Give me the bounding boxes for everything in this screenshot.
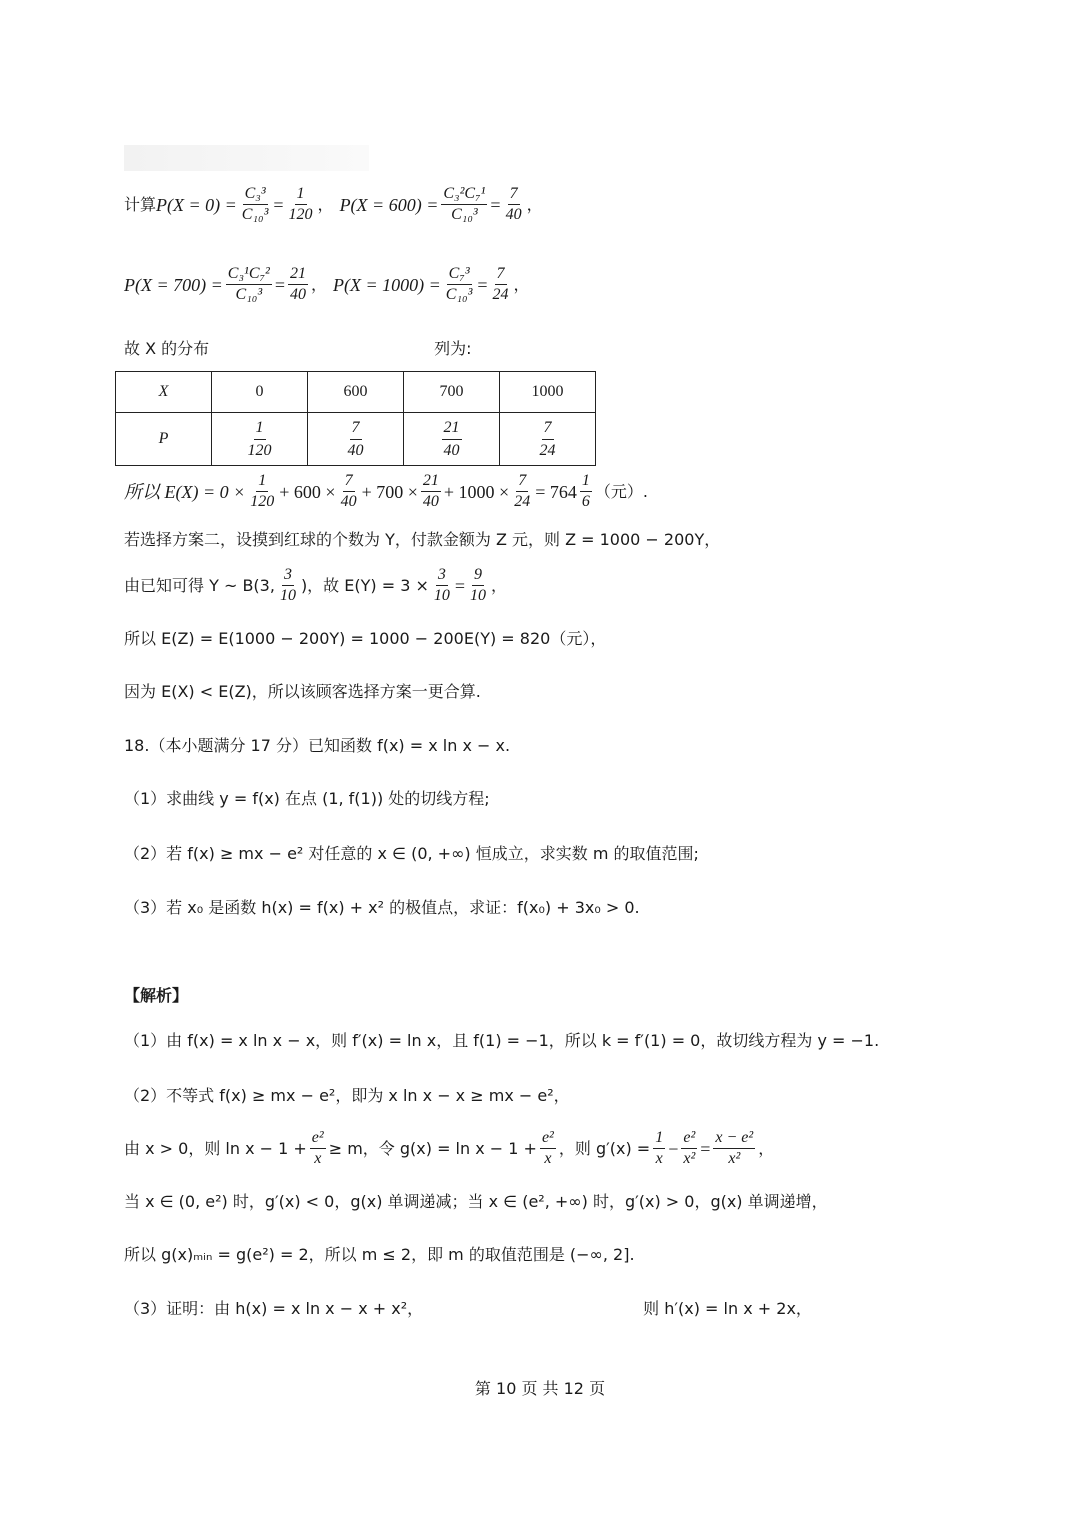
- p0-lhs: P(X = 0) =: [156, 194, 237, 215]
- table-row: P $\frac{1}{120}$ $\frac{7}{40}$ $\frac{21}{40}$ $\frac{7}{24}$: [116, 413, 596, 466]
- p700-comb-fraction: $\frac{\text{C₃¹C₇²}}{\text{C₁₀³}}$: [227, 265, 270, 303]
- faded-watermark-strip: [124, 145, 369, 171]
- p600-comb-fraction: $\frac{\text{C₃²C₇¹}}{\text{C₁₀³}}$: [443, 185, 486, 223]
- answer-monotonic: 当 x ∈ (0, e²) 时，g′(x) < 0，g(x) 单调递减；当 x ∈ (e², +∞) 时，g′(x) > 0，g(x) 单调递增，: [124, 1192, 828, 1211]
- p700-result-fraction: $\frac{21}{40}$: [290, 265, 306, 303]
- analysis-heading: 【解析】: [124, 986, 189, 1005]
- question-18: 18.（本小题满分 17 分）已知函数 f(x) = x ln x − x.: [124, 736, 511, 755]
- ex-line: 所以 E(X) = 0 × $\frac{1}{120}$ + 600 × $\frac{7}{40}$ + 700 × $\frac{21}{40}$ + 1000 × $\frac{7}{24}$ = 764 $\frac{1}{6}$ （元）.: [124, 472, 648, 510]
- p700-lhs: P(X = 700) =: [124, 274, 223, 295]
- p1000-comb-fraction: $\frac{\text{C₇³}}{\text{C₁₀³}}$: [445, 265, 473, 303]
- answer-1: （1）由 f(x) = x ln x − x，则 f′(x) = ln x，且 f(1) = −1，所以 k = f′(1) = 0，故切线方程为 y = −1.: [124, 1031, 880, 1050]
- answer-3: （3）证明：由 h(x) = x ln x − x + x²， 则 h′(x) = ln x + 2x，: [124, 1299, 812, 1318]
- binomial-line: 由已知可得 Y ~ B(3, $\frac{3}{10}$ )，故 E(Y) = 3 × $\frac{3}{10}$ = $\frac{9}{10}$ ，: [124, 566, 508, 604]
- calc-line-2: P(X = 700) = $\frac{\text{C₃¹C₇²}}{\text{C₁₀³}}$ = $\frac{21}{40}$ ， P(X = 1000) = $\frac{\text{C₇³}}{\text{C₁₀³}}$ = $\frac{7}{24}$ ，: [124, 265, 530, 303]
- ez-line: 所以 E(Z) = E(1000 − 200Y) = 1000 − 200E(Y) = 820（元），: [124, 629, 607, 648]
- page-footer: 第 10 页 共 12 页: [474, 1379, 606, 1398]
- p600-result-fraction: $\frac{7}{40}$: [505, 185, 522, 223]
- p0-comb-fraction: $\frac{\text{C₃³}}{\text{C₁₀³}}$: [241, 185, 269, 223]
- question-18-part-3: （3）若 x₀ 是函数 h(x) = f(x) + x² 的极值点，求证：f(x₀) + 3x₀ > 0.: [124, 898, 640, 917]
- p600-lhs: P(X = 600) =: [339, 194, 439, 215]
- compare-line: 因为 E(X) < E(Z)，所以该顾客选择方案一更合算.: [124, 682, 481, 701]
- question-18-part-2: （2）若 f(x) ≥ mx − e² 对任意的 x ∈ (0, +∞) 恒成立，求实数 m 的取值范围;: [124, 844, 699, 863]
- calc-line-1: 计算 P(X = 0) = $\frac{\text{C₃³}}{\text{C₁₀³}}$ = $\frac{1}{120}$ ， P(X = 600) = $\frac{\text{C₃²C₇¹}}{\text{C₁₀³}}$ = $\frac{7}{40}$ ，: [124, 185, 543, 223]
- answer-min: 所以 g(x)ₘᵢₙ = g(e²) = 2，所以 m ≤ 2，即 m 的取值范围是 (−∞, 2].: [124, 1245, 635, 1264]
- p1000-lhs: P(X = 1000) =: [333, 274, 441, 295]
- dist-intro: 故 X 的分布 列为:: [124, 339, 472, 358]
- p0-result-fraction: $\frac{1}{120}$: [288, 185, 313, 223]
- answer-2: （2）不等式 f(x) ≥ mx − e²，即为 x ln x − x ≥ mx − e²，: [124, 1086, 570, 1105]
- answer-gx-line: 由 x > 0，则 ln x − 1 + $\frac{\text{e²}}{x}$ ≥ m，令 g(x) = ln x − 1 + $\frac{\text{e²}}{x}$ ，则 g′(x) = $\frac{1}{x}$ − $\frac{\text{e²}}{\text{x²}}$ = $\frac{\text{x − e²}}{\text{x²}}$ ，: [124, 1129, 775, 1167]
- plan2-line: 若选择方案二，设摸到红球的个数为 Y，付款金额为 Z 元，则 Z = 1000 − 200Y，: [124, 530, 721, 549]
- table-row: X 0 600 700 1000: [116, 372, 596, 413]
- p1000-result-fraction: $\frac{7}{24}$: [492, 265, 509, 303]
- distribution-table: [115, 371, 596, 466]
- calc-intro: 计算: [124, 194, 157, 214]
- question-18-part-1: （1）求曲线 y = f(x) 在点 (1, f(1)) 处的切线方程;: [124, 789, 490, 808]
